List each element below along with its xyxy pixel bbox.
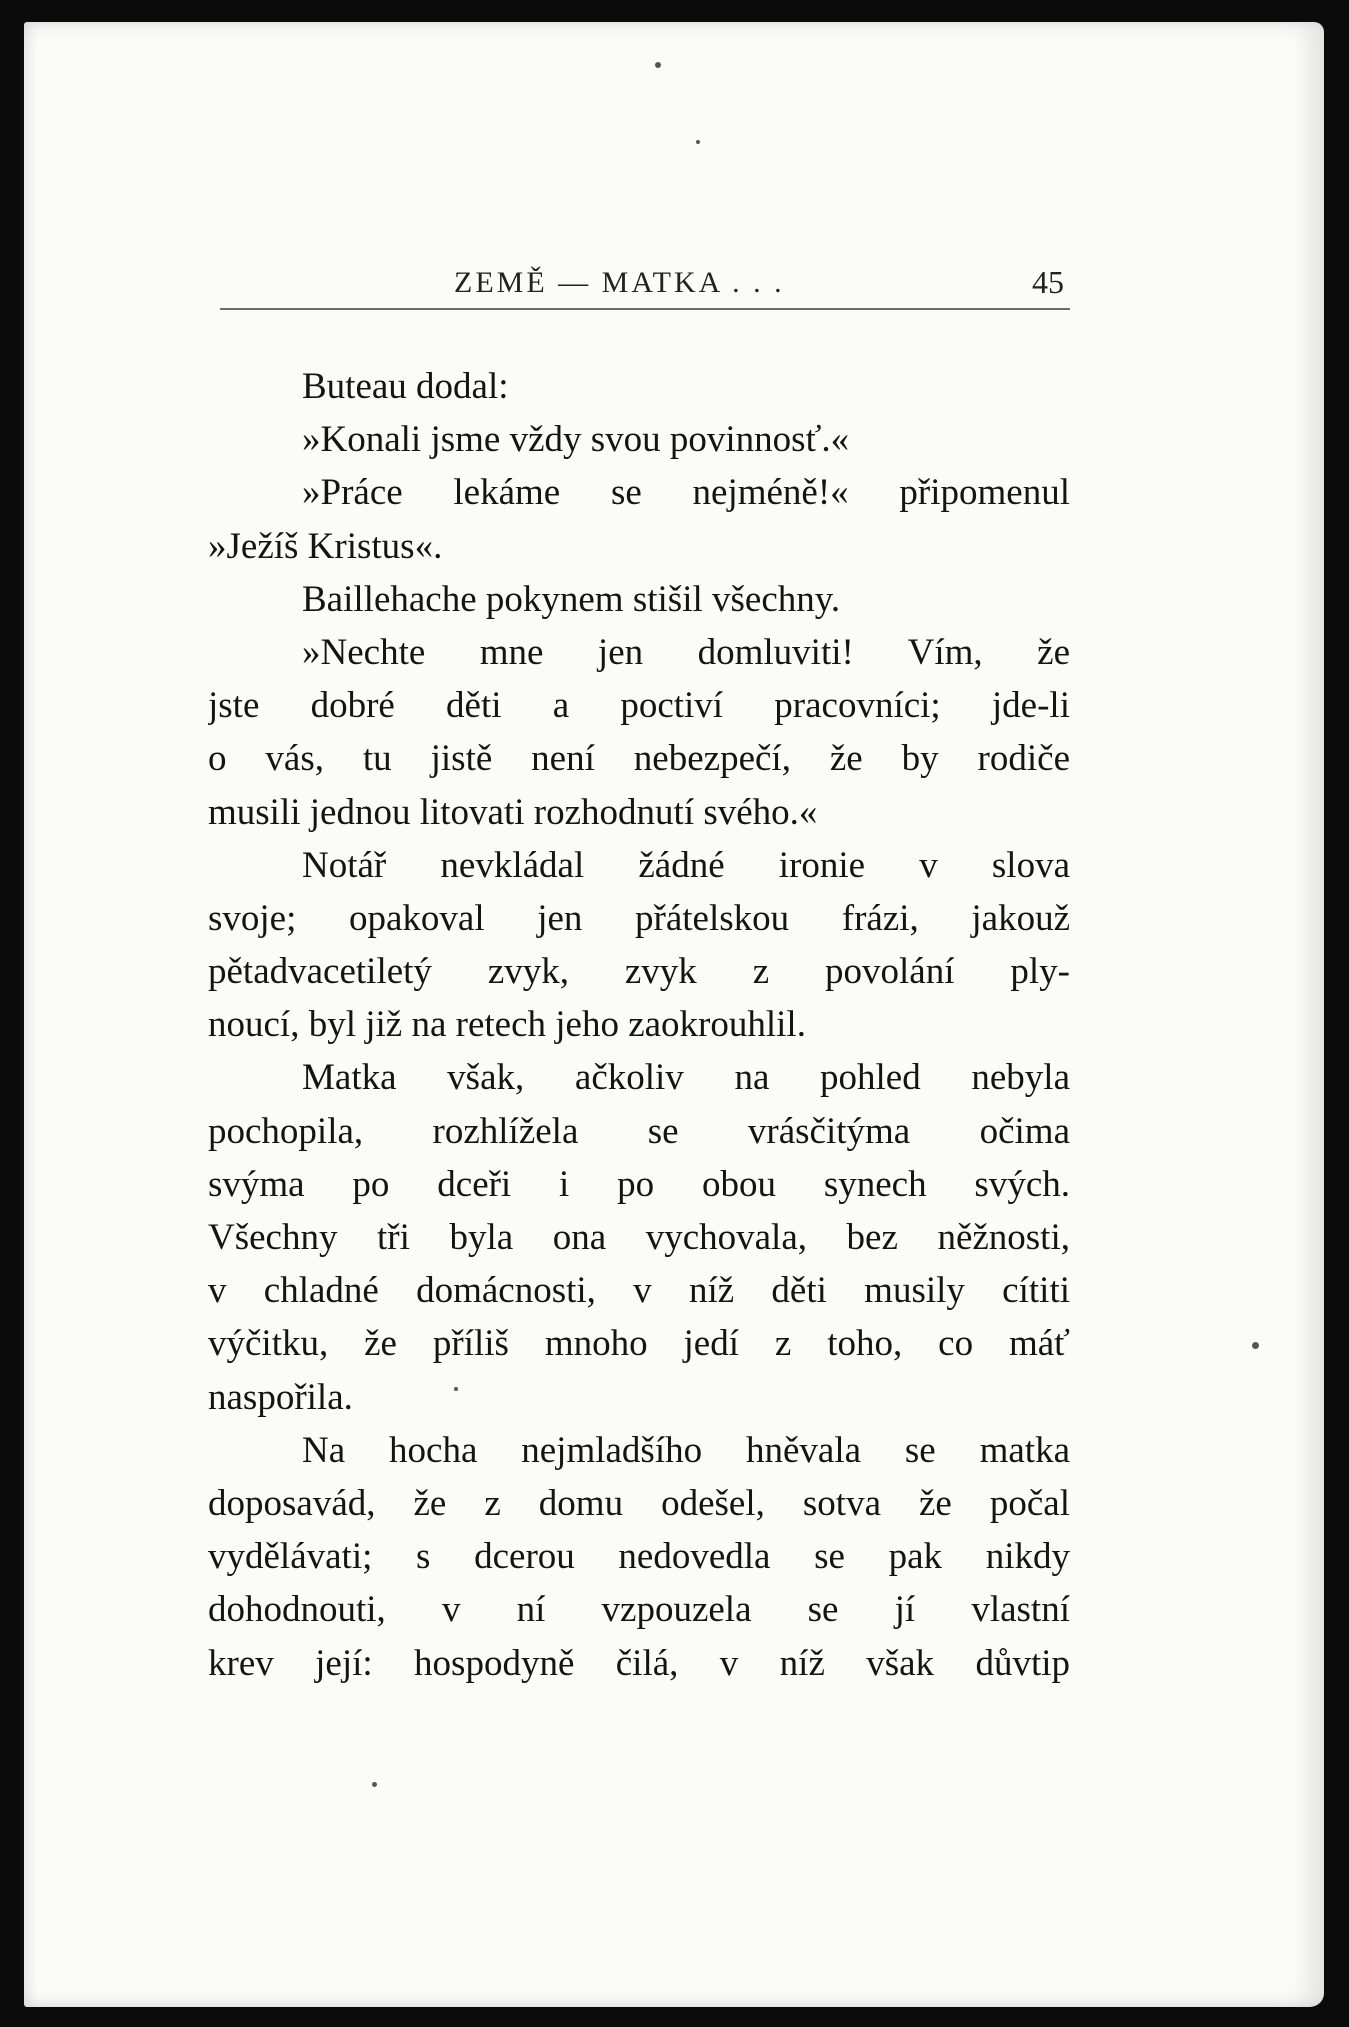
running-title: ZEMĚ — MATKA . . . <box>454 266 785 299</box>
text-line: Buteau dodal: <box>302 366 509 407</box>
text-line: pětadvacetiletý zvyk, zvyk z povolání ply- <box>208 951 1070 993</box>
body-text <box>208 360 1070 1690</box>
text-line: krev její: hospodyně čilá, v níž však důvtip <box>208 1642 1070 1684</box>
text-line: Všechny tři byla ona vychovala, bez něžnosti, <box>208 1217 1070 1258</box>
page-number: 45 <box>1032 264 1064 300</box>
text-line: naspořila. <box>208 1376 353 1418</box>
text-line: Na hocha nejmladšího hněvala se matka <box>302 1429 1070 1471</box>
text-line: jste dobré děti a poctiví pracovníci; jde-li <box>208 685 1070 727</box>
page-header <box>232 258 1072 306</box>
ink-speck <box>372 1782 377 1787</box>
text-line: Matka však, ačkoliv na pohled nebyla <box>302 1057 1070 1099</box>
text-line: o vás, tu jistě není nebezpečí, že by rodiče <box>208 738 1070 780</box>
text-line: »Nechte mne jen domluviti! Vím, že <box>302 631 1070 673</box>
text-line: doposavád, že z domu odešel, sotva že počal <box>208 1482 1070 1524</box>
header-rule <box>220 308 1070 310</box>
text-line: výčitku, že příliš mnoho jedí z toho, co máť <box>208 1323 1070 1365</box>
text-line: »Konali jsme vždy svou povinnosť.« <box>302 419 850 461</box>
ink-speck <box>696 140 700 144</box>
text-line: svoje; opakoval jen přátelskou frázi, jakouž <box>208 897 1070 939</box>
ink-speck <box>655 62 661 68</box>
text-line: svýma po dceři i po obou synech svých. <box>208 1163 1070 1205</box>
text-line: »Ježíš Kristus«. <box>208 525 443 567</box>
text-line: musili jednou litovati rozhodnutí svého.« <box>208 791 818 833</box>
text-line: Notář nevkládal žádné ironie v slova <box>302 844 1070 886</box>
text-line: Baillehache pokynem stišil všechny. <box>302 578 841 620</box>
text-line: dohodnouti, v ní vzpouzela se jí vlastní <box>208 1589 1070 1631</box>
ink-speck <box>1252 1342 1259 1349</box>
text-line: noucí, byl již na retech jeho zaokrouhlil. <box>208 1004 806 1046</box>
text-line: vydělávati; s dcerou nedovedla se pak nikdy <box>208 1536 1070 1578</box>
text-line: »Práce lekáme se nejméně!« připomenul <box>302 472 1070 514</box>
text-line: pochopila, rozhlížela se vrásčitýma očima <box>208 1110 1070 1152</box>
text-line: v chladné domácnosti, v níž děti musily cítiti <box>208 1270 1070 1312</box>
